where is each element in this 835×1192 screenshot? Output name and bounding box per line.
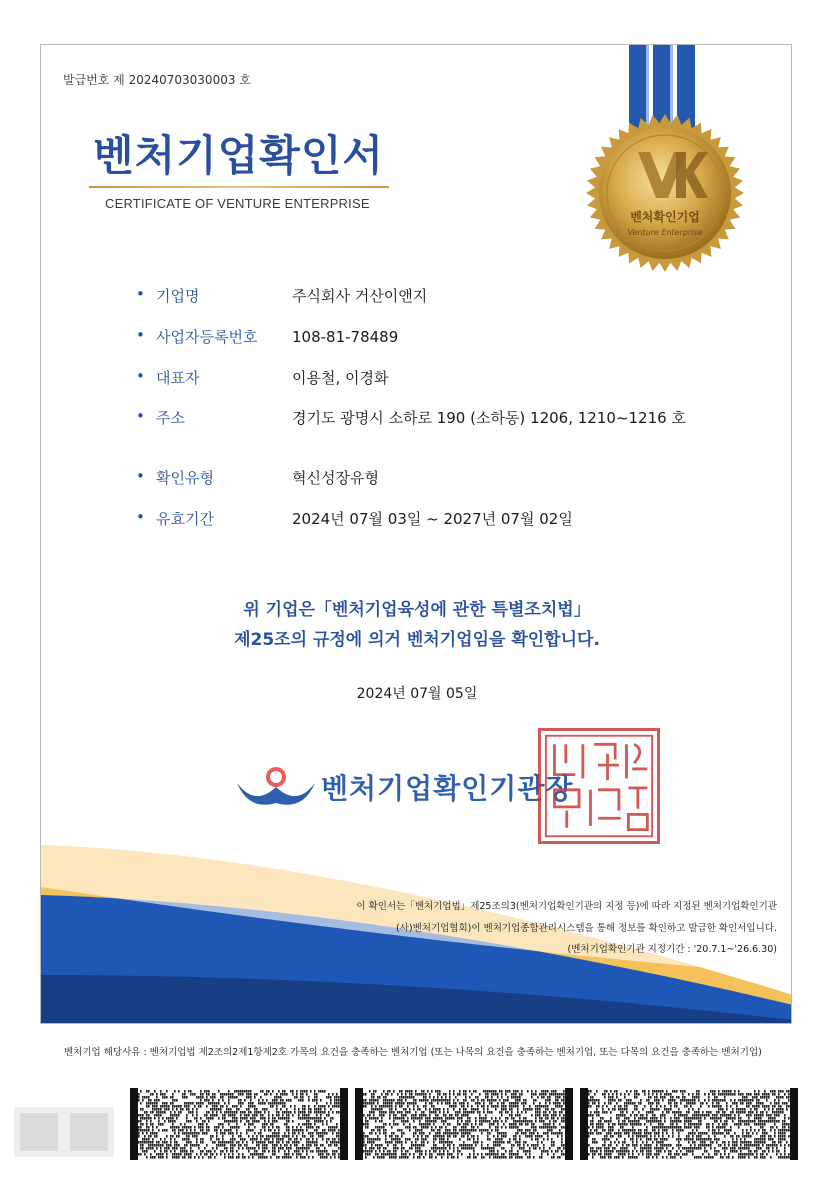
info-value: 2024년 07월 03일 ~ 2027년 07월 02일 [292,510,573,528]
info-value: 혁신성장유형 [292,469,379,487]
certificate-frame [40,44,792,1024]
pdf417-barcode-icon [355,1088,573,1160]
info-label: 유효기간 [156,510,214,528]
info-label: 대표자 [156,369,200,387]
pdf417-barcode-icon [130,1088,348,1160]
info-value: 경기도 광명시 소하로 190 (소하동) 1206, 1210~1216 호 [292,409,686,427]
bullet-icon: • [136,407,145,425]
bullet-icon: • [136,367,145,385]
seal-label: 벤처확인기업 [630,210,700,224]
info-value: 108-81-78489 [292,328,399,346]
legal-note: (사)벤처기업협회)이 벤처기업종합관리시스템을 통해 정보를 확인하고 발급한 확인서입니다. [396,923,777,934]
statement-line: 위 기업은「벤처기업육성에 관한 특별조치법」 [243,600,591,620]
barcode-icon [14,1107,114,1157]
pdf417-barcode-icon [580,1088,798,1160]
page-title: 벤처기업확인서 [93,131,385,180]
statement-line: 제25조의 규정에 의거 벤처기업임을 확인합니다. [234,630,600,650]
info-label: 기업명 [156,287,200,305]
title-divider [89,186,389,188]
bullet-icon: • [136,326,145,344]
bullet-icon: • [136,508,145,526]
seal-label-en: Venture Enterprise [627,228,703,237]
info-value: 주식회사 거산이앤지 [292,287,428,305]
footer-note: 벤처기업 해당사유 : 벤처기업법 제2조의2제1항제2호 가목의 요건을 충족하는 벤처기업 (또는 나목의 요건을 충족하는 벤처기업, 또는 다목의 요건을 충족하는 벤처기업) [64,1047,762,1058]
page-subtitle: CERTIFICATE OF VENTURE ENTERPRISE [105,196,370,211]
info-value: 이용철, 이경화 [292,369,389,387]
legal-note: 이 확인서는「벤처기업법」제25조의3(벤처기업확인기관의 지정 등)에 따라 지정된 벤처기업확인기관 [356,901,777,912]
issuer-name: 벤처기업확인기관장 [321,772,574,805]
info-label: 주소 [156,409,185,427]
bullet-icon: • [136,285,145,303]
legal-note: (벤처기업확인기관 지정기간 : '20.7.1~'26.6.30) [567,944,777,955]
issue-date: 2024년 07월 05일 [356,686,478,702]
info-label: 확인유형 [156,469,214,487]
bullet-icon: • [136,467,145,485]
info-label: 사업자등록번호 [156,328,258,346]
venture-seal-icon [584,112,746,274]
issuer-logo-icon [233,763,319,809]
issue-number: 발급번호 제 20240703030003 호 [63,73,251,87]
